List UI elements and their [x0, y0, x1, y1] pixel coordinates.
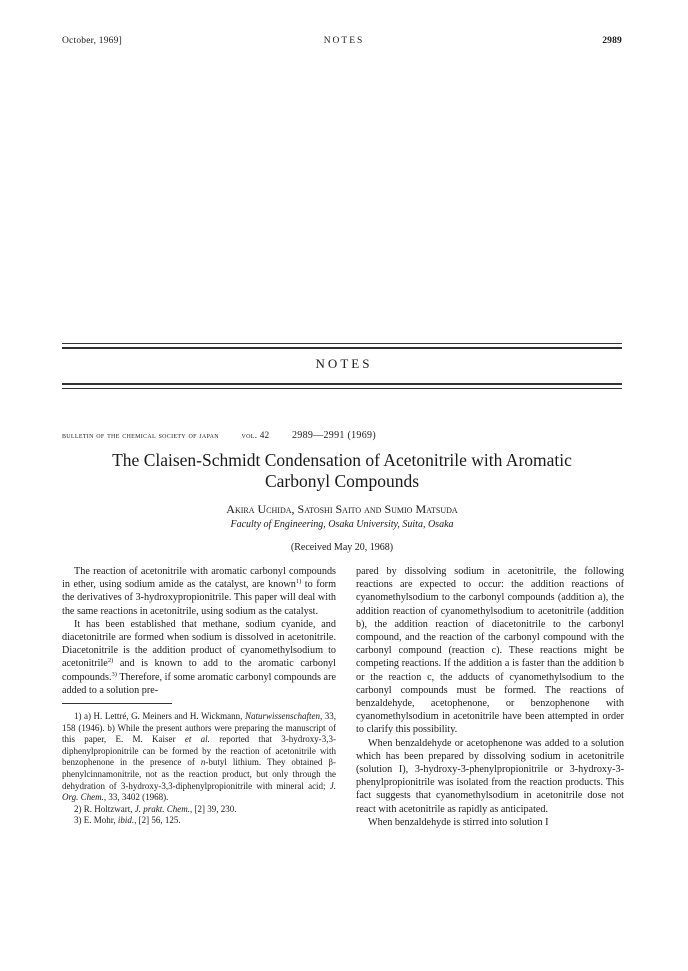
footnotes: [62, 711, 336, 827]
paragraph: pared by dissolving sodium in acetonitrile, the following reactions are expected to occur: the addition reactions of cyanomethylsodium to the carbonyl compounds (addition a), the addition reaction of cyanomethylsodium to acetonitrile (addition b), the addition reaction of diacetonitrile to the carbonyl compound, and the reaction of the carbonyl compound with the carbonyl compound (reaction c). These reactions might be competing reactions. If the addition a is faster than the addition b or the reaction c, the adducts of cyanomethylsodium to the carbonyl compounds must be formed. The reactions of benzaldehyde, acetophenone, or benzophenone with cyanomethylsodium in acetonitrile have been attempted in order to clarify this possibility.: [356, 566, 624, 736]
paragraph: The reaction of acetonitrile with aromatic carbonyl compounds in ether, using sodium amide as the catalyst, are known$^{1)}$ to form the derivatives of 3-hydroxypropionitrile. This paper will deal with the same reactions in acetonitrile, using sodium as the catalyst.: [62, 566, 336, 617]
footnote-1: 1) a) H. Lettré, G. Meiners and H. Wickmann, Naturwissenschaften, 33, 158 (1946). b) While the present authors were preparing the manuscript of this paper, E. M. Kaiser et al. reported that 3-hydroxy-3,3-diphenylpropionitrile can be formed by the reaction of acetonitrile with benzophenone in the presence of n-butyl lithium. They obtained β-phenylcinnamonitrile, not as the reaction product, but only through the dehydration of 3-hydroxy-3,3-diphenylpropionitrile with mineral acid; J. Org. Chem., 33, 3402 (1968).: [62, 711, 337, 803]
running-header-section: NOTES: [323, 36, 365, 46]
bottom-rule-thin: [62, 388, 622, 389]
paragraph: When benzaldehyde or acetophenone was added to a solution which has been prepared by dissolving sodium in acetonitrile (solution I), 3-hydroxy-3-phenylpropionitrile or 3-hydroxy-3-phenylpropionitrile was isolated from the reaction products. This fact suggests that cyanomethylsodium in acetonitrile dose not react with acetonitrile as rapidly as anticipated.: [356, 737, 624, 815]
pages-year: 2989—2991 (1969): [291, 430, 376, 441]
affiliation: Faculty of Engineering, Osaka University, Suita, Osaka: [230, 519, 454, 530]
bulletin-line: [62, 430, 622, 441]
citation-ref: 2): [107, 657, 114, 665]
paragraph: When benzaldehyde is stirred into solution I: [368, 816, 549, 828]
article-title-line2: Carbonyl Compounds: [264, 471, 420, 491]
paragraph: It has been established that methane, sodium cyanide, and diacetonitrile are formed when sodium is dissolved in acetonitrile. Diacetonitrile is the addition product of cyanomethylsodium to acetonitrile$^{2)}$ and is known to add to the aromatic carbonyl compounds.$^{3)}$ Therefore, if some aromatic carbonyl compounds are added to a solution pre-: [62, 618, 336, 696]
journal-name: bulletin of the chemical society of japan: [62, 430, 219, 440]
top-rule-thick: [62, 347, 622, 349]
authors: Akira Uchida, Satoshi Saito and Sumio Matsuda: [226, 502, 458, 516]
column-left: [62, 565, 336, 827]
section-title: NOTES: [315, 356, 373, 371]
volume: vol. 42: [241, 430, 270, 440]
citation-ref: 1): [295, 578, 302, 586]
column-right: [356, 565, 624, 829]
page-number: 2989: [602, 36, 622, 46]
top-rule-thin: [62, 343, 622, 344]
footnote-3: 3) E. Mohr, ibid., [2] 56, 125.: [74, 815, 181, 826]
bottom-rule-thick: [62, 383, 622, 385]
article-title-line1: The Claisen-Schmidt Condensation of Acetonitrile with Aromatic: [112, 450, 572, 470]
received-date: (Received May 20, 1968): [290, 542, 394, 553]
footnote-rule: [62, 703, 172, 704]
running-header-date: October, 1969]: [62, 36, 122, 46]
article-title: [62, 450, 622, 492]
citation-ref: 3): [111, 670, 117, 678]
footnote-2: 2) R. Holtzwart, J. prakt. Chem., [2] 39, 230.: [74, 803, 237, 814]
